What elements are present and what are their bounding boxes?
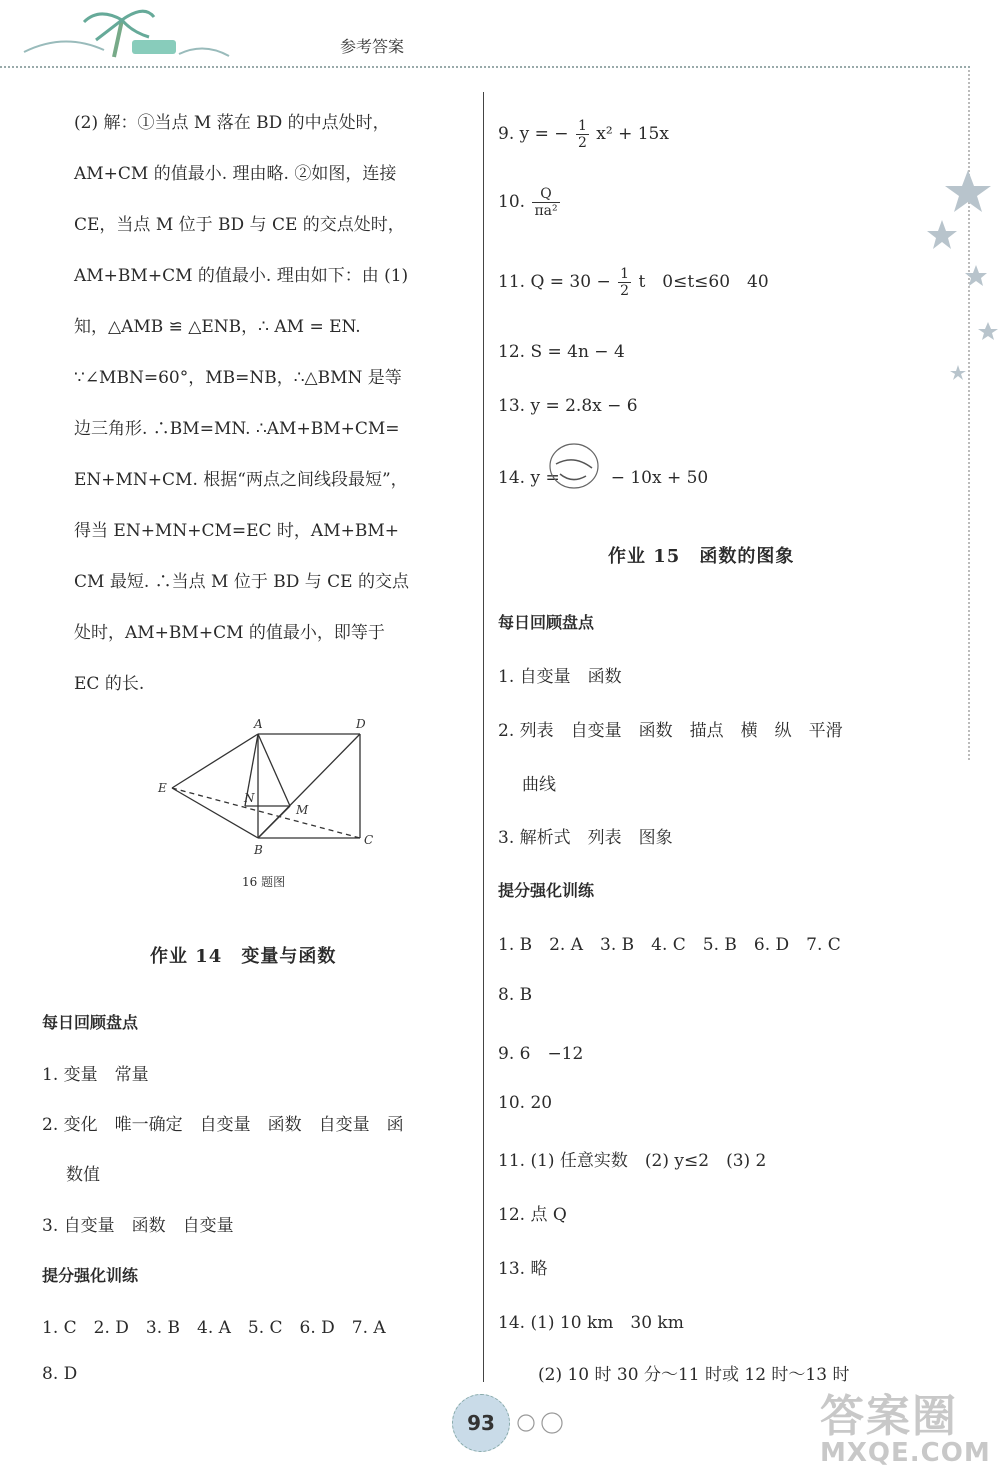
section-14-title: 作业 14 变量与函数 xyxy=(150,946,337,967)
solution-line: CM 最短. ∴当点 M 位于 BD 与 CE 的交点 xyxy=(74,572,409,592)
solution-line: EN+MN+CM. 根据“两点之间线段最短”， xyxy=(74,470,408,490)
point-label-c: C xyxy=(364,833,374,847)
answer-13: 13. y = 2.8x − 6 xyxy=(498,396,638,416)
header-title: 参考答案 xyxy=(340,37,405,56)
training-item: (2) 10 时 30 分～11 时或 12 时～13 时 xyxy=(538,1365,850,1385)
answer-12: 12. S = 4n − 4 xyxy=(498,342,625,362)
point-label-e: E xyxy=(158,781,167,795)
point-label-b: B xyxy=(254,843,263,857)
training-item: 8. D xyxy=(42,1364,78,1384)
training-item: 13. 略 xyxy=(498,1259,548,1279)
review-item: 1. 自变量 函数 xyxy=(498,667,622,687)
ink-blot-icon xyxy=(546,440,602,496)
review-item: 2. 列表 自变量 函数 描点 横 纵 平滑 xyxy=(498,721,843,741)
solution-line: 处时，AM+BM+CM 的值最小，即等于 xyxy=(74,623,385,643)
training-item: 11. (1) 任意实数 (2) y≤2 (3) 2 xyxy=(498,1151,767,1171)
column-divider xyxy=(483,92,484,1382)
point-label-n: N xyxy=(244,791,255,805)
answer-11-prefix: 11. Q = 30 − xyxy=(498,272,611,292)
stars-decoration-icon xyxy=(920,160,1000,394)
answer-14: 14. y = − 10x + 50 xyxy=(498,468,709,488)
watermark-logo-text: 答案圈 xyxy=(820,1391,958,1442)
solution-line: AM+CM 的值最小. 理由略. ②如图，连接 xyxy=(74,164,397,184)
training-item: 12. 点 Q xyxy=(498,1205,567,1225)
solution-line: EC 的长. xyxy=(74,674,145,694)
section-15-title: 作业 15 函数的图象 xyxy=(608,546,795,567)
palm-tree-decoration-icon xyxy=(4,2,234,68)
fraction-numerator: Q xyxy=(532,186,559,203)
header-divider xyxy=(0,66,970,68)
fraction-denominator: 2 xyxy=(620,283,630,299)
answer-9-prefix: 9. y = − xyxy=(498,124,569,144)
watermark xyxy=(820,1380,991,1468)
training-item: 1. B 2. A 3. B 4. C 5. B 6. D 7. C xyxy=(498,935,841,955)
solution-line: AM+BM+CM 的值最小. 理由如下：由 (1) xyxy=(74,266,409,286)
solution-line: (2) 解：①当点 M 落在 BD 的中点处时， xyxy=(74,113,390,133)
review-item: 2. 变化 唯一确定 自变量 函数 自变量 函 xyxy=(42,1115,404,1135)
review-item: 曲线 xyxy=(522,775,556,795)
answer-10 xyxy=(498,186,562,219)
solution-line: 知，△AMB ≌ △ENB，∴ AM = EN. xyxy=(74,317,361,337)
answer-10-prefix: 10. xyxy=(498,192,526,212)
review-item: 1. 变量 常量 xyxy=(42,1065,149,1085)
answer-11-suffix: t 0≤t≤60 40 xyxy=(638,272,769,292)
solution-line: 边三角形. ∴BM=MN. ∴AM+BM+CM= xyxy=(74,419,400,439)
point-label-m: M xyxy=(296,803,309,817)
section-15-review-heading: 每日回顾盘点 xyxy=(498,613,595,632)
answer-9 xyxy=(498,118,669,151)
circles-decoration-icon xyxy=(512,1411,572,1439)
answer-9-fraction xyxy=(576,118,589,151)
answer-9-suffix: x² + 15x xyxy=(596,124,669,144)
watermark-url: MXQE.COM xyxy=(820,1438,991,1468)
solution-line: CE，当点 M 位于 BD 与 CE 的交点处时， xyxy=(74,215,405,235)
training-item: 1. C 2. D 3. B 4. A 5. C 6. D 7. A xyxy=(42,1318,386,1338)
section-15-training-heading: 提分强化训练 xyxy=(498,881,595,900)
section-14-review-heading: 每日回顾盘点 xyxy=(42,1013,139,1032)
training-item: 14. (1) 10 km 30 km xyxy=(498,1313,684,1333)
review-item: 3. 解析式 列表 图象 xyxy=(498,828,673,848)
solution-line: 得当 EN+MN+CM=EC 时，AM+BM+ xyxy=(74,521,400,541)
point-label-a: A xyxy=(254,717,263,731)
training-item: 9. 6 −12 xyxy=(498,1044,584,1064)
solution-line: ∵∠MBN=60°，MB=NB，∴△BMN 是等 xyxy=(74,368,402,388)
section-14-training-heading: 提分强化训练 xyxy=(42,1266,139,1285)
review-item: 3. 自变量 函数 自变量 xyxy=(42,1216,234,1236)
fraction-numerator: 1 xyxy=(577,118,587,134)
training-item: 10. 20 xyxy=(498,1093,553,1113)
fraction-denominator: πa² xyxy=(534,203,558,219)
review-item: 数值 xyxy=(66,1165,100,1185)
fraction-numerator: 1 xyxy=(620,266,630,282)
page-number: 93 xyxy=(452,1394,510,1452)
training-item: 8. B xyxy=(498,985,533,1005)
point-label-d: D xyxy=(356,717,366,731)
geometry-figure xyxy=(150,712,390,871)
fraction-denominator: 2 xyxy=(577,135,587,151)
answer-11 xyxy=(498,266,769,299)
answer-10-fraction xyxy=(532,186,559,219)
answer-11-fraction xyxy=(618,266,631,299)
figure-caption: 16 题图 xyxy=(242,875,286,889)
